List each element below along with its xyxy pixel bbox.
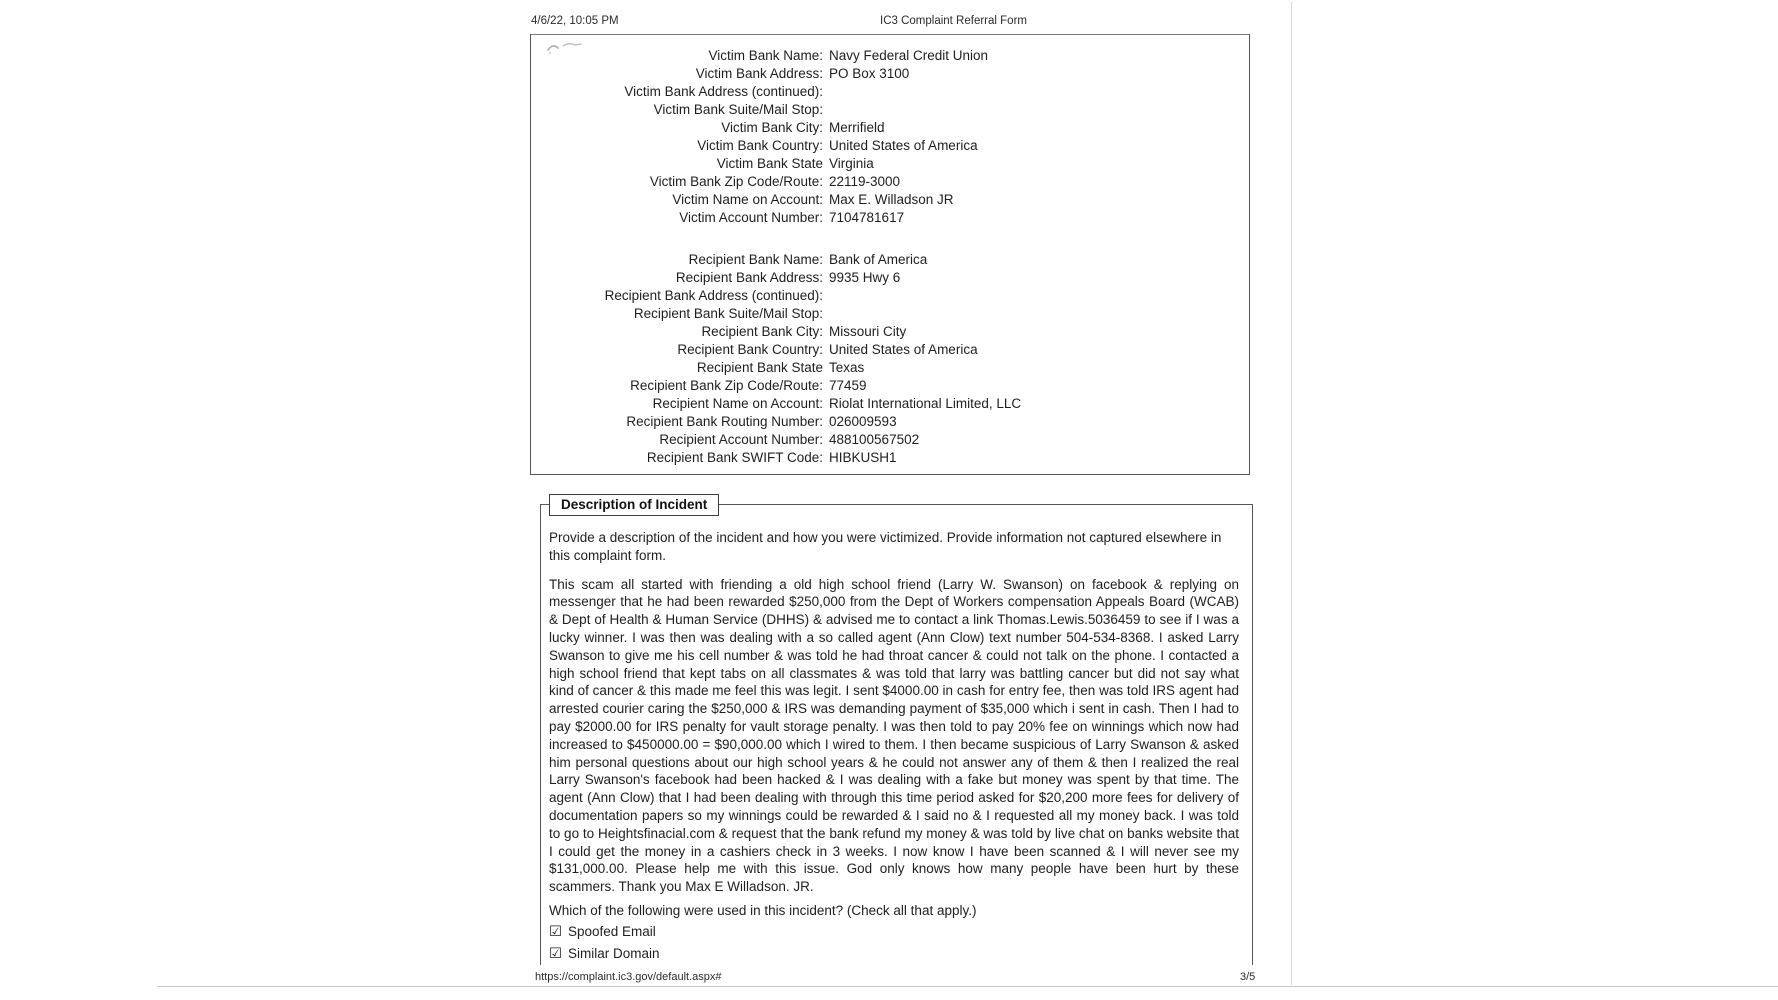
recipient-bank-fields bbox=[531, 251, 1249, 467]
field-label: Recipient Bank SWIFT Code: bbox=[646, 450, 823, 465]
field-value: Missouri City bbox=[829, 324, 907, 339]
page-bottom-edge bbox=[158, 986, 1778, 987]
incident-section-title: Description of Incident bbox=[549, 494, 719, 516]
field-label: Recipient Bank Address (continued): bbox=[604, 288, 823, 303]
incident-checkbox-list bbox=[549, 921, 1239, 965]
field-label: Recipient Bank Address: bbox=[675, 270, 823, 285]
field-label: Recipient Bank Routing Number: bbox=[626, 414, 823, 429]
field-row bbox=[531, 65, 1249, 83]
field-label: Recipient Name on Account: bbox=[652, 396, 823, 411]
field-value: Merrifield bbox=[829, 120, 885, 135]
footer-url: https://complaint.ic3.gov/default.aspx# bbox=[535, 971, 722, 983]
checkbox-item bbox=[549, 921, 1239, 943]
incident-description: This scam all started with friending a old high school friend (Larry W. Swanson) on facebook & replying on messenger that he had been rewarded $250,000 from the Dept of Workers compensation Appeals Board (WCAB) & Dept of Health & Human Service (DHHS) & advised me to contact a link Thomas.Lewis.5036459 to see if I was a lucky winner. I was then was dealing with a so called agent (Ann Clow) text number 504-534-8368. I asked Larry Swanson to give me his cell number & was told he had throat cancer & could not talk on the phone. I contacted a high school friend that kept tabs on all classmates & was told that larry was battling cancer but did not say what kind of cancer & this made me feel this was legit. I sent $4000.00 in cash for entry fee, then was told IRS agent had arrested courier caring the $250,000 & IRS was demanding payment of $35,000 which i sent in cash. Then I had to pay $2000.00 for IRS penalty for vault storage penalty. I was then told to pay 20% fee on winnings which now had increased to $450000.00 = $90,000.00 which I wired to them. I then became suspicious of Larry Swanson & asked him personal questions about our high school years & he could not answer any of them & then I realized the real Larry Swanson's facebook had been hacked & I was dealing with a fake but money was spent by that time. The agent (Ann Clow) that I had been dealing with through this time period asked for $20,200 more fees for delivery of documentation papers so my winnings could be rewarded & I said no & I requested all my money back. I was told to go to Heightsfinacial.com & request that the bank refund my money & was told by live chat on banks website that I could get the money in a cashiers check in 3 weeks. I now know I have been scanned & I will never see my $131,000.00. Please help me with this issue. God only knows how many people have been hurt by these scammers. Thank you Max E Willadson. JR. bbox=[549, 576, 1239, 895]
incident-prompt: Provide a description of the incident and how you were victimized. Provide information not captured elsewhere in this complaint form. bbox=[549, 530, 1222, 563]
field-label: Victim Bank Zip Code/Route: bbox=[649, 174, 823, 189]
field-label: Victim Bank Address (continued): bbox=[624, 84, 823, 99]
field-value: 026009593 bbox=[829, 414, 897, 429]
incident-content bbox=[541, 505, 1252, 965]
field-label: Victim Bank Country: bbox=[697, 138, 823, 153]
field-row bbox=[531, 251, 1249, 269]
page-indicator: 3/5 bbox=[1240, 971, 1256, 983]
field-label: Victim Name on Account: bbox=[672, 192, 823, 207]
field-value: Texas bbox=[829, 360, 865, 375]
page-right-edge bbox=[1291, 2, 1292, 985]
field-label: Victim Bank State bbox=[716, 156, 823, 171]
field-row bbox=[531, 323, 1249, 341]
field-value: United States of America bbox=[829, 138, 978, 153]
checkbox-label: Spoofed Email bbox=[568, 923, 656, 939]
handwritten-mark bbox=[545, 39, 587, 55]
field-row bbox=[531, 101, 1249, 119]
checkbox-label: Similar Domain bbox=[568, 945, 660, 961]
document-title: IC3 Complaint Referral Form bbox=[880, 15, 1027, 27]
field-row bbox=[531, 377, 1249, 395]
field-value: United States of America bbox=[829, 342, 978, 357]
checked-checkbox-icon: ☑ bbox=[549, 923, 562, 940]
checked-checkbox-icon: ☑ bbox=[549, 945, 562, 962]
field-label: Recipient Bank Name: bbox=[688, 252, 823, 267]
field-value: PO Box 3100 bbox=[829, 66, 910, 81]
field-label: Victim Bank Address: bbox=[695, 66, 823, 81]
field-label: Recipient Bank Country: bbox=[677, 342, 823, 357]
field-value: HIBKUSH1 bbox=[829, 450, 897, 465]
field-row bbox=[531, 287, 1249, 305]
field-row bbox=[531, 413, 1249, 431]
field-value: 22119-3000 bbox=[829, 174, 901, 189]
field-value: Bank of America bbox=[829, 252, 928, 267]
field-row bbox=[531, 359, 1249, 377]
header-datetime: 4/6/22, 10:05 PM bbox=[531, 15, 619, 27]
field-label: Recipient Bank Zip Code/Route: bbox=[630, 378, 823, 393]
field-row bbox=[531, 305, 1249, 323]
field-value: 488100567502 bbox=[829, 432, 920, 447]
field-row bbox=[531, 119, 1249, 137]
field-value: Riolat International Limited, LLC bbox=[829, 396, 1022, 411]
field-row bbox=[531, 47, 1249, 65]
field-row bbox=[531, 83, 1249, 101]
field-row bbox=[531, 449, 1249, 467]
field-row bbox=[531, 191, 1249, 209]
field-row bbox=[531, 395, 1249, 413]
field-row bbox=[531, 209, 1249, 227]
field-label: Recipient Bank State bbox=[696, 360, 823, 375]
field-label: Recipient Account Number: bbox=[659, 432, 823, 447]
field-value: Virginia bbox=[829, 156, 874, 171]
field-value: Max E. Willadson JR bbox=[829, 192, 954, 207]
field-value: 7104781617 bbox=[829, 210, 905, 225]
field-label: Victim Account Number: bbox=[679, 210, 823, 225]
field-value: 77459 bbox=[829, 378, 867, 393]
field-label: Victim Bank Name: bbox=[708, 48, 823, 63]
incident-section bbox=[540, 497, 1253, 965]
incident-question: Which of the following were used in this incident? (Check all that apply.) bbox=[549, 902, 977, 918]
field-value: Navy Federal Credit Union bbox=[829, 48, 989, 63]
bank-info-box bbox=[530, 34, 1250, 475]
checkbox-item bbox=[549, 943, 1239, 965]
field-row bbox=[531, 155, 1249, 173]
field-label: Recipient Bank City: bbox=[701, 324, 823, 339]
field-row bbox=[531, 137, 1249, 155]
field-row bbox=[531, 341, 1249, 359]
field-label: Victim Bank City: bbox=[721, 120, 823, 135]
field-row bbox=[531, 269, 1249, 287]
field-row bbox=[531, 173, 1249, 191]
victim-bank-fields bbox=[531, 47, 1249, 227]
field-value: 9935 Hwy 6 bbox=[829, 270, 901, 285]
field-row bbox=[531, 431, 1249, 449]
field-label: Victim Bank Suite/Mail Stop: bbox=[653, 102, 823, 117]
field-label: Recipient Bank Suite/Mail Stop: bbox=[633, 306, 823, 321]
